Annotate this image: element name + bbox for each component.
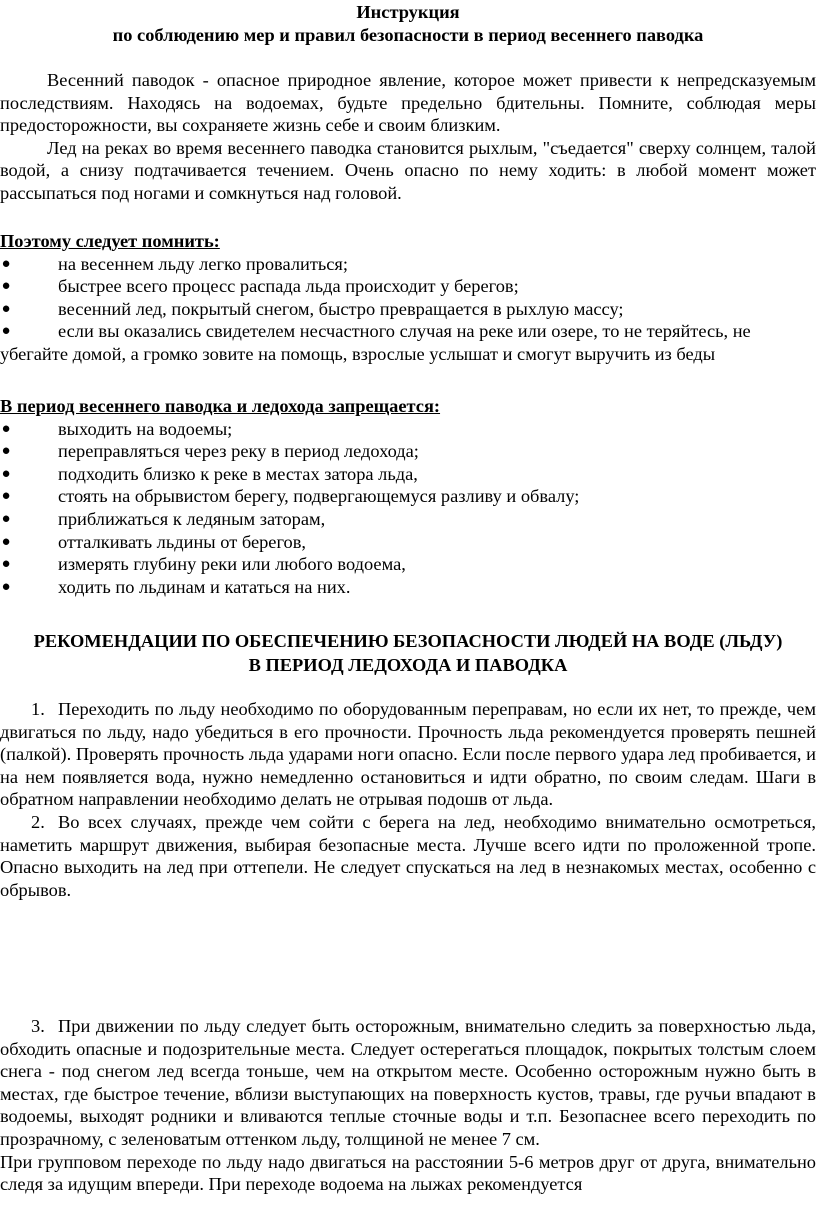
group-crossing-paragraph: При групповом переходе по льду надо двигаться на расстоянии 5-6 метров друг от друга, внимательно следя за идущим впереди. При переходе водоема на лыжах рекомендуется [0,1151,816,1195]
bullet-icon: ● [1,578,11,595]
list-item: ● отталкивать льдины от берегов, [1,531,307,552]
forbidden-section [0,395,816,598]
forbidden-list [0,418,816,599]
recommendations-part-1 [0,698,816,901]
list-item: ● подходить близко к реке в местах затора льда, [1,463,418,484]
document-subtitle: по соблюдению мер и правил безопасности в период весеннего паводка [112,25,704,45]
bullet-icon: ● [1,300,11,317]
item-number: 3. [31,1016,45,1036]
list-item: ● стоять на обрывистом берегу, подвергающемуся разливу и обвалу; [1,486,580,507]
bullet-icon: ● [1,323,11,340]
remember-list [0,253,816,366]
bullet-icon: ● [1,443,11,460]
list-item: ● приближаться к ледяным заторам, [1,508,326,529]
list-item: ● ходить по льдинам и кататься на них. [1,576,351,597]
list-item: ● переправляться через реку в период ледохода; [1,441,419,462]
list-item: ● выходить на водоемы; [1,418,233,439]
remember-section [0,230,816,366]
list-item: ● на весеннем льду легко провалиться; [1,253,348,274]
bullet-icon: ● [1,533,11,550]
bullet-icon: ● [1,465,11,482]
bullet-icon: ● [1,255,11,272]
recommendation-item-3: 3. При движении по льду следует быть осторожным, внимательно следить за поверхностью льда, обходить опасные и подозрительные места. Следует остерегаться площадок, покрытых толстым слоем снега - под снегом лед всегда тоньше, чем на открытом месте. Особенно осторожным нужно быть в местах, где быстрое течение, вблизи выступающих на поверхность кустов, травы, где ручьи впадают в водоемы, выходят родники и вливаются теплые сточные воды и т.п. Безопаснее всего переходить по прозрачному, с зеленоватым оттенком льду, толщиной не менее 7 см. [0,1016,816,1149]
remember-heading: Поэтому следует помнить: [0,231,220,251]
bullet-icon: ● [1,420,11,437]
recommendation-item-2: 2. Во всех случаях, прежде чем сойти с берега на лед, необходимо внимательно осмотреться, наметить маршрут движения, выбирая безопасные места. Лучше всего идти по проложенной тропе. Опасно выходить на лед при оттепели. Не следует спускаться на лед в незнакомых местах, особенно с обрывов. [0,811,816,900]
bullet-icon: ● [1,278,11,295]
recommendations-heading-line-2: В ПЕРИОД ЛЕДОХОДА И ПАВОДКА [248,655,568,675]
bullet-icon: ● [1,488,11,505]
bullet-icon: ● [1,556,11,573]
recommendations-heading-line-1: РЕКОМЕНДАЦИИ ПО ОБЕСПЕЧЕНИЮ БЕЗОПАСНОСТИ ЛЮДЕЙ НА ВОДЕ (ЛЬДУ) [33,631,783,651]
list-item: ● если вы оказались свидетелем несчастного случая на реке или озере, то не теряйтесь, не убегайте домой, а громко зовите на помощь, взрослые услышат и смогут выручить из беды [0,321,751,364]
list-item: ● измерять глубину реки или любого водоема, [1,554,406,575]
bullet-icon: ● [1,510,11,527]
forbidden-heading: В период весеннего паводка и ледохода запрещается: [0,396,441,416]
item-number: 2. [31,811,45,832]
recommendations-part-2 [0,1015,816,1196]
intro-section [0,69,816,205]
list-item: ● быстрее всего процесс распада льда происходит у берегов; [1,276,519,297]
intro-paragraph-2: Лед на реках во время весеннего паводка становится рыхлым, "съедается" сверху солнцем, талой водой, а снизу подтачивается течением. Очень опасно по нему ходить: в любой момент может рассыпаться под ногами и сомкнуться над головой. [0,137,816,203]
item-number: 1. [31,699,45,719]
list-item: ● весенний лед, покрытый снегом, быстро превращается в рыхлую массу; [1,298,624,319]
document-title: Инструкция [356,2,460,22]
recommendation-item-1: 1. Переходить по льду необходимо по оборудованным переправам, но если их нет, то прежде, чем двигаться по льду, надо убедиться в его прочности. Прочность льда рекомендуется проверять пешней (палкой). Проверять прочность льда ударами ноги опасно. Если после первого удара лед пробивается, и на нем появляется вода, нужно немедленно остановиться и идти обратно, по своим следам. Шаги в обратном направлении необходимо делать не отрывая подошв от льда. [0,699,816,810]
intro-paragraph-1: Весенний паводок - опасное природное явление, которое может привести к непредсказуемым последствиям. Находясь на водоемах, будьте предельно бдительны. Помните, соблюдая меры предосторожности, вы сохраняете жизнь себе и своим близким. [0,70,816,136]
